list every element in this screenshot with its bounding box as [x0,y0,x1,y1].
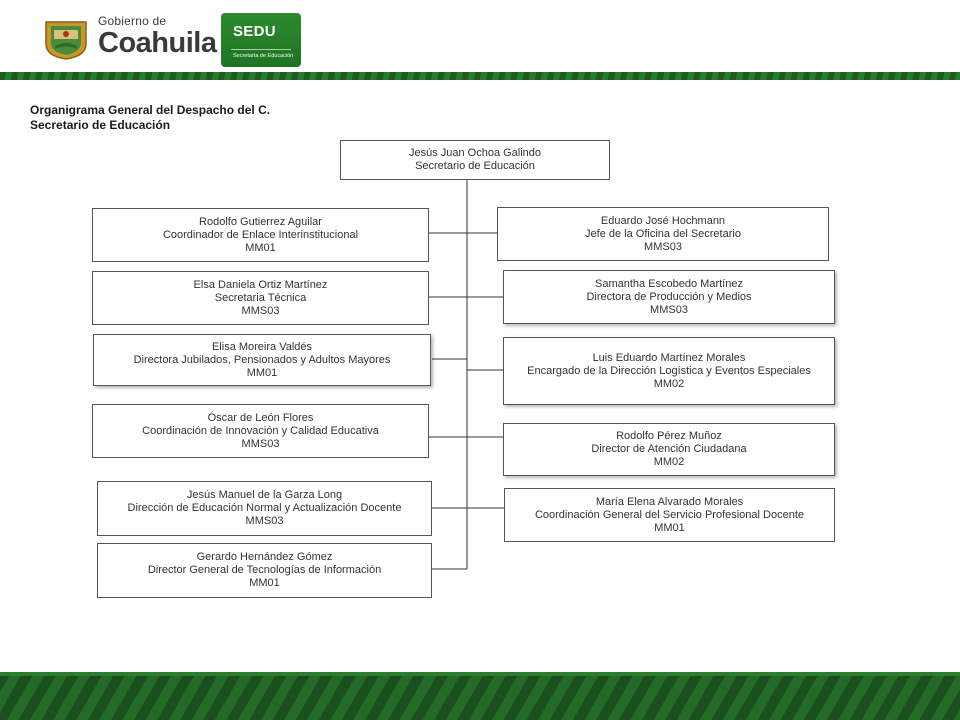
org-box-right-4 [503,423,835,476]
left-6-role: Director General de Tecnologías de Información [147,564,382,576]
logo-big-text: Coahuila [98,27,217,59]
left-2-code: MMS03 [241,304,280,317]
right-4-name: Rodolfo Pérez Muñoz [616,430,722,442]
org-box-left-2 [92,271,429,325]
org-box-right-1 [497,207,829,261]
left-5-name: Jesús Manuel de la Garza Long [186,489,343,501]
logo-small-text: Gobierno de [98,14,167,28]
right-5-name: María Elena Alvarado Morales [595,495,744,508]
right-3-code: MM02 [653,377,685,390]
left-1-role: Coordinador de Enlace Interinstitucional [162,228,359,241]
left-4-name: Óscar de León Flores [207,411,314,424]
sedu-logo-title: SEDU [233,23,276,40]
org-box-root [340,140,610,180]
left-3-name: Elisa Moreira Valdés [211,340,313,353]
org-box-left-6 [97,543,432,598]
left-2-name: Elsa Daniela Ortiz Martínez [193,278,328,291]
left-4-code: MMS03 [241,437,280,450]
right-3-role: Encargado de la Dirección Logística y Eventos Especiales [527,364,811,377]
org-box-right-3 [503,337,835,405]
right-1-code: MMS03 [644,240,682,253]
org-box-left-5 [97,481,432,536]
right-5-code: MM01 [654,521,685,534]
root-name: Jesús Juan Ochoa Galindo [408,147,542,159]
right-3-name: Luis Eduardo Martínez Morales [592,351,746,364]
footer-band-edge [0,672,960,676]
root-role: Secretario de Educación [415,160,535,172]
right-1-name: Eduardo José Hochmann [600,214,726,227]
left-4-role: Coordinación de Innovación y Calidad Educativa [142,424,379,437]
left-5-role: Dirección de Educación Normal y Actualización Docente [127,502,402,514]
left-1-name: Rodolfo Gutierrez Aguilar [199,215,322,228]
org-box-left-1 [92,208,429,262]
right-2-name: Samantha Escobedo Martínez [595,277,743,290]
org-box-right-5 [504,488,835,542]
right-4-code: MM02 [653,456,685,468]
right-2-role: Directora de Producción y Medios [586,290,752,303]
footer-band [0,672,960,720]
left-1-code: MM01 [245,241,276,254]
right-1-role: Jefe de la Oficina del Secretario [585,227,741,240]
left-3-code: MM01 [246,366,278,379]
left-3-role: Directora Jubilados, Pensionados y Adultos Mayores [133,353,391,366]
right-4-role: Director de Atención Ciudadana [591,443,747,455]
left-2-role: Secretaria Técnica [214,291,307,304]
left-6-code: MM01 [249,577,280,589]
page-title: Organigrama General del Despacho del C. Secretario de Educación [30,103,271,132]
org-box-left-3 [93,334,431,386]
right-5-role: Coordinación General del Servicio Profesional Docente [534,508,805,521]
org-box-left-4 [92,404,429,458]
org-box-right-2 [503,270,835,324]
sedu-logo-subtitle: Secretaría de Educación [233,53,294,59]
left-6-name: Gerardo Hernández Gómez [196,551,333,563]
right-2-code: MMS03 [650,303,688,316]
left-5-code: MMS03 [245,515,284,527]
